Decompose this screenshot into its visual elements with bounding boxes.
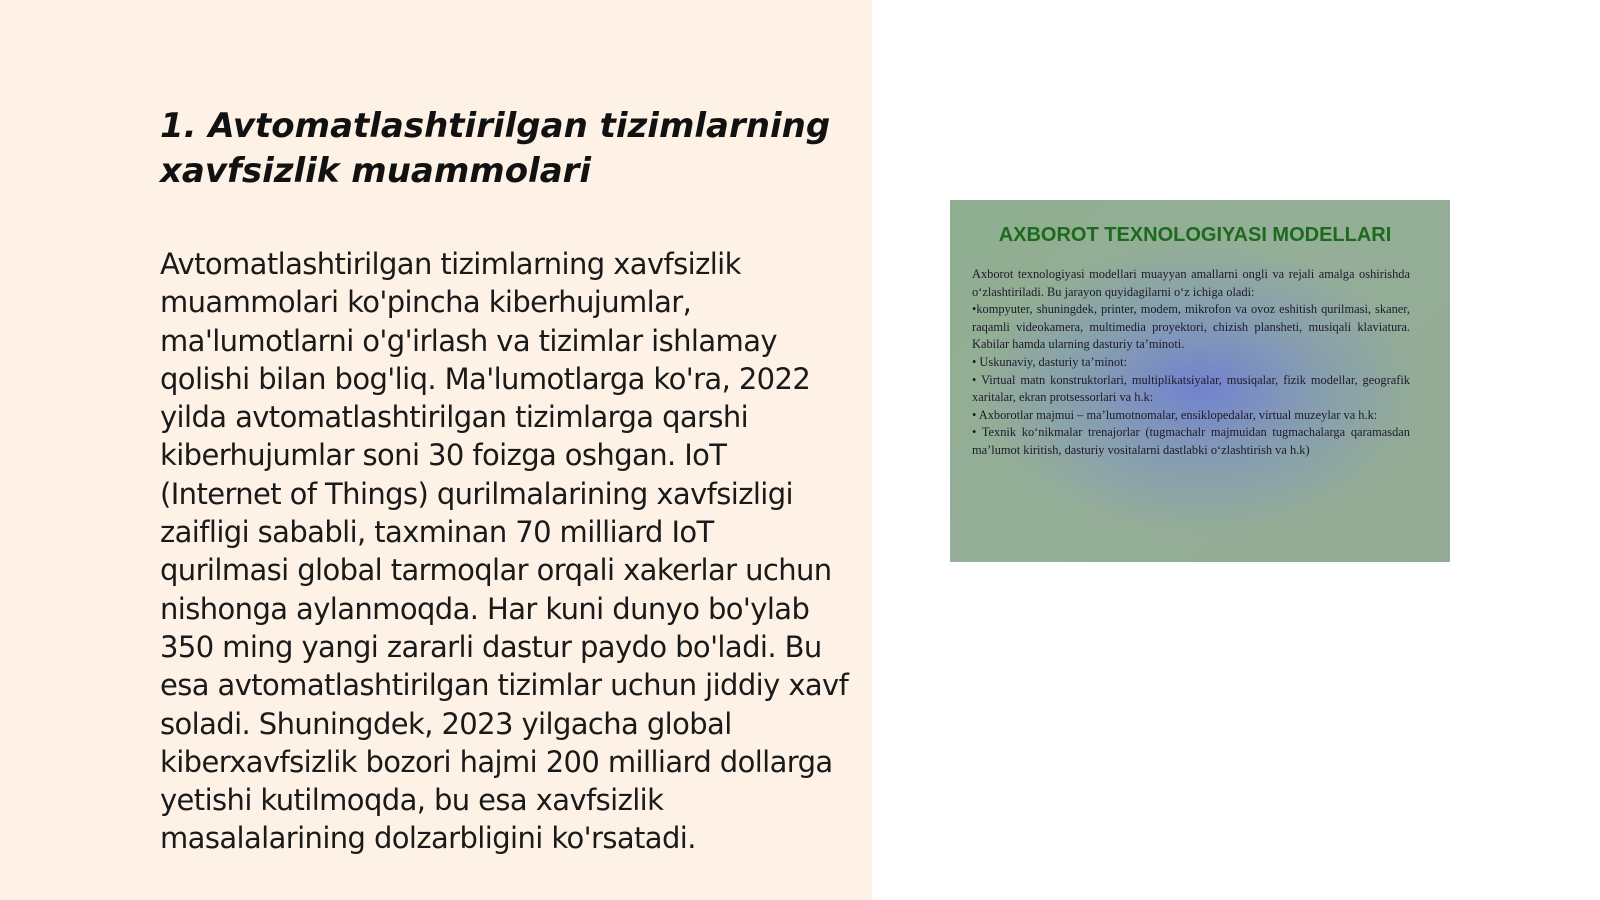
embedded-paragraph-intro: Axborot texnologiyasi modellari muayyan amallarni ongli va rejali amalga oshirishda o‘zlashtiriladi. Bu jarayon quyidagilarni o‘z ichiga oladi:	[972, 267, 1410, 299]
embedded-paragraph-software: • Uskunaviy, dasturiy ta’minot:	[972, 354, 1127, 369]
embedded-slide-title: AXBOROT TEXNOLOGIYASI MODELLARI	[998, 224, 1392, 246]
embedded-paragraph-info: • Axborotlar majmui – ma’lumotnomalar, ensiklopedalar, virtual muzeylar va h.k:	[972, 407, 1378, 422]
embedded-slide-image	[950, 200, 1450, 562]
body-paragraph: Avtomatlashtirilgan tizimlarning xavfsizlik muammolari ko'pincha kiberhujumlar, ma'lumotlarni o'g'irlash va tizimlar ishlamay qolishi bilan bog'liq. Ma'lumotlarga ko'ra, 2022 yilda avtomatlashtirilgan tizimlarga qarshi kiberhujumlar soni 30 foizga oshgan. IoT (Internet of Things) qurilmalarining xavfsizligi zaifligi sababli, taxminan 70 milliard IoT qurilmasi global tarmoqlar orqali xakerlar uchun nishonga aylanmoqda. Har kuni dunyo bo'ylab 350 ming yangi zararli dastur paydo bo'ladi. Bu esa avtomatlashtirilgan tizimlar uchun jiddiy xavf soladi. Shuningdek, 2023 yilgacha global kiberxavfsizlik bozori hajmi 200 milliard dollarga yetishi kutilmoqda, bu esa xavfsizlik masalalarining dolzarbligini ko'rsatadi.	[160, 247, 849, 856]
slide-title: 1. Avtomatlashtirilgan tizimlarning xavfsizlik muammolari	[160, 106, 831, 191]
embedded-paragraph-hardware: •kompyuter, shuningdek, printer, modem, mikrofon va ovoz eshitish qurilmasi, skaner, raqamli videokamera, multimedia proyektori, chizish planshetі, musiqali klaviatura. Kabilar hamda ularning dasturiy ta’minoti.	[972, 302, 1410, 352]
embedded-paragraph-trainers: • Texnik ko‘nikmalar trenajorlar (tugmachalr majmuidan tugmachalarga qaramasdan ma’lumot kiritish, dasturiy vositalarni dastlabki o‘zlashtirish va h.k)	[972, 425, 1410, 457]
embedded-paragraph-virtual: • Virtual matn konstruktorlari, multiplikatsiyalar, musiqalar, fizik modellar, geografik xaritalar, ekran protsessorlari va h.k:	[972, 372, 1410, 405]
